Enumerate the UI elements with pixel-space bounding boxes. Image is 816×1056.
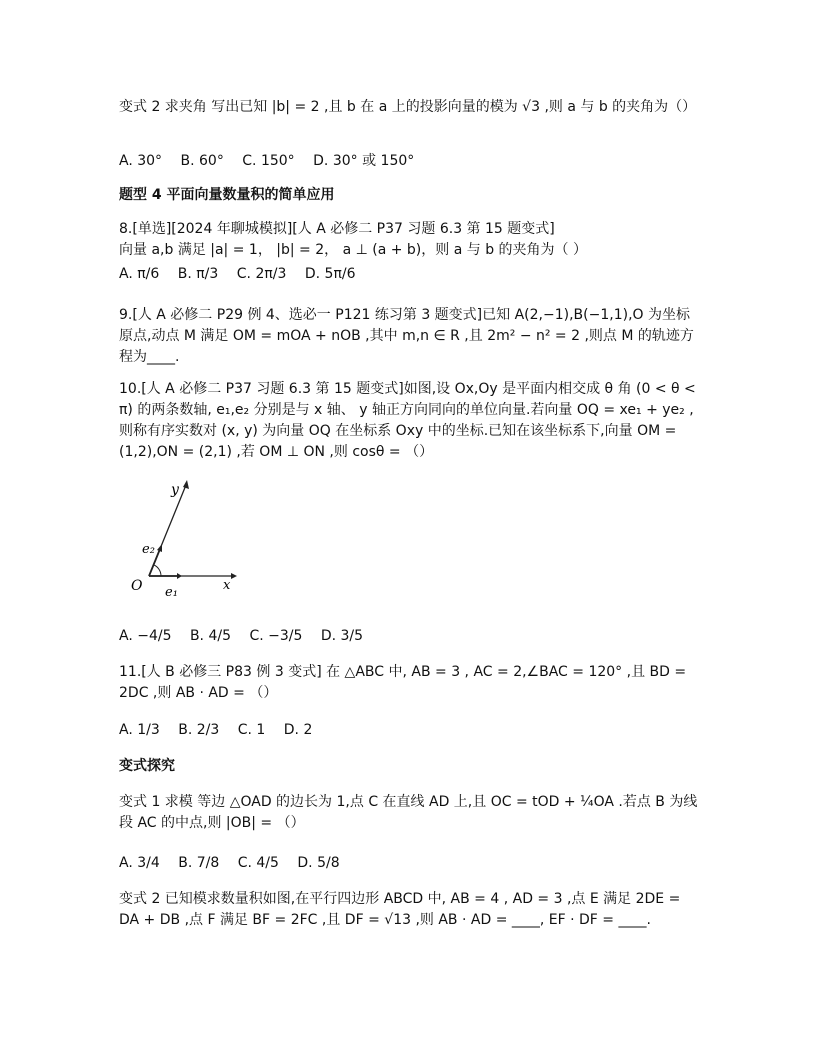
variant1-text: 变式 1 求模 等边 △OAD 的边长为 1,点 C 在直线 AD 上,且 OC = tOD + ¼OA .若点 B 为线段 AC 的中点,则 |OB| = （） bbox=[119, 794, 698, 831]
e1-label: e₁ bbox=[165, 585, 178, 600]
x-label: x bbox=[223, 578, 231, 593]
explore-title: 变式探究 bbox=[119, 758, 175, 774]
option-c: C. 150° bbox=[242, 153, 295, 169]
option-b: B. 60° bbox=[180, 153, 224, 169]
option-d: D. 30° 或 150° bbox=[313, 153, 415, 169]
option-a: A. −4/5 bbox=[119, 628, 172, 644]
option-d: D. 5π/6 bbox=[304, 266, 356, 282]
y-label: y bbox=[171, 482, 179, 498]
q9-text: 9.[人 A 必修二 P29 例 4、选必一 P121 练习第 3 题变式]已知 A(2,−1),B(−1,1),O 为坐标原点,动点 M 满足 OM = mOA + nOB ,其中 m,n ∈ R ,且 2m² − n² = 2 ,则点 M 的轨迹方程为____. bbox=[119, 307, 694, 365]
variant2-question: 变式 2 求夹角 写出已知 |b| = 2 ,且 b 在 a 上的投影向量的模为 √3 ,则 a 与 b 的夹角为（） bbox=[119, 99, 697, 115]
option-d: D. 5/8 bbox=[297, 855, 340, 871]
axes-figure bbox=[119, 476, 249, 606]
q11-options bbox=[119, 720, 699, 741]
section-title: 题型 4 平面向量数量积的简单应用 bbox=[119, 187, 335, 203]
option-a: A. 1/3 bbox=[119, 722, 160, 738]
q8-stem: 向量 a,b 满足 |a| = 1， |b| = 2， a ⊥ (a + b)，则 a 与 b 的夹角为（ ） bbox=[119, 242, 587, 258]
option-c: C. 4/5 bbox=[237, 855, 279, 871]
option-d: D. 3/5 bbox=[320, 628, 364, 644]
option-b: B. 7/8 bbox=[178, 855, 220, 871]
option-c: C. 1 bbox=[237, 722, 266, 738]
q10-options bbox=[119, 626, 699, 647]
variant2b-text: 变式 2 已知模求数量积如图,在平行四边形 ABCD 中, AB = 4 , AD = 3 ,点 E 满足 2DE = DA + DB ,点 F 满足 BF = 2FC ,且 DF = √13 ,则 AB · AD = ____, EF · DF = ____. bbox=[119, 891, 681, 928]
q8-options bbox=[119, 264, 699, 285]
e2-label: e₂ bbox=[142, 542, 155, 557]
variant1-options bbox=[119, 853, 699, 874]
option-d: D. 2 bbox=[283, 722, 313, 738]
q10-text: 10.[人 A 必修二 P37 习题 6.3 第 15 题变式]如图,设 Ox,Oy 是平面内相交成 θ 角 (0 < θ < π) 的两条数轴, e₁,e₂ 分别是与 x 轴、 y 轴正方向同向的单位向量.若向量 OQ = xe₁ + ye₂ ,则称有序实数对 (x, y) 为向量 OQ 在坐标系 Oxy 中的坐标.已知在该坐标系下,向量 OM = (1,2),ON = (2,1) ,若 OM ⊥ ON ,则 cosθ = （） bbox=[119, 381, 696, 460]
option-b: B. 4/5 bbox=[189, 628, 231, 644]
option-c: C. 2π/3 bbox=[236, 266, 287, 282]
option-b: B. 2/3 bbox=[178, 722, 220, 738]
option-c: C. −3/5 bbox=[249, 628, 303, 644]
origin-label: O bbox=[131, 578, 143, 594]
option-a: A. 3/4 bbox=[119, 855, 160, 871]
q11-text: 11.[人 B 必修三 P83 例 3 变式] 在 △ABC 中, AB = 3 , AC = 2,∠BAC = 120° ,且 BD = 2DC ,则 AB · AD = （） bbox=[119, 664, 687, 701]
q8-source: 8.[单选][2024 年聊城模拟][人 A 必修二 P37 习题 6.3 第 15 题变式] bbox=[119, 221, 555, 237]
variant2-options bbox=[119, 151, 699, 172]
option-a: A. π/6 bbox=[119, 266, 160, 282]
option-a: A. 30° bbox=[119, 153, 163, 169]
option-b: B. π/3 bbox=[177, 266, 219, 282]
